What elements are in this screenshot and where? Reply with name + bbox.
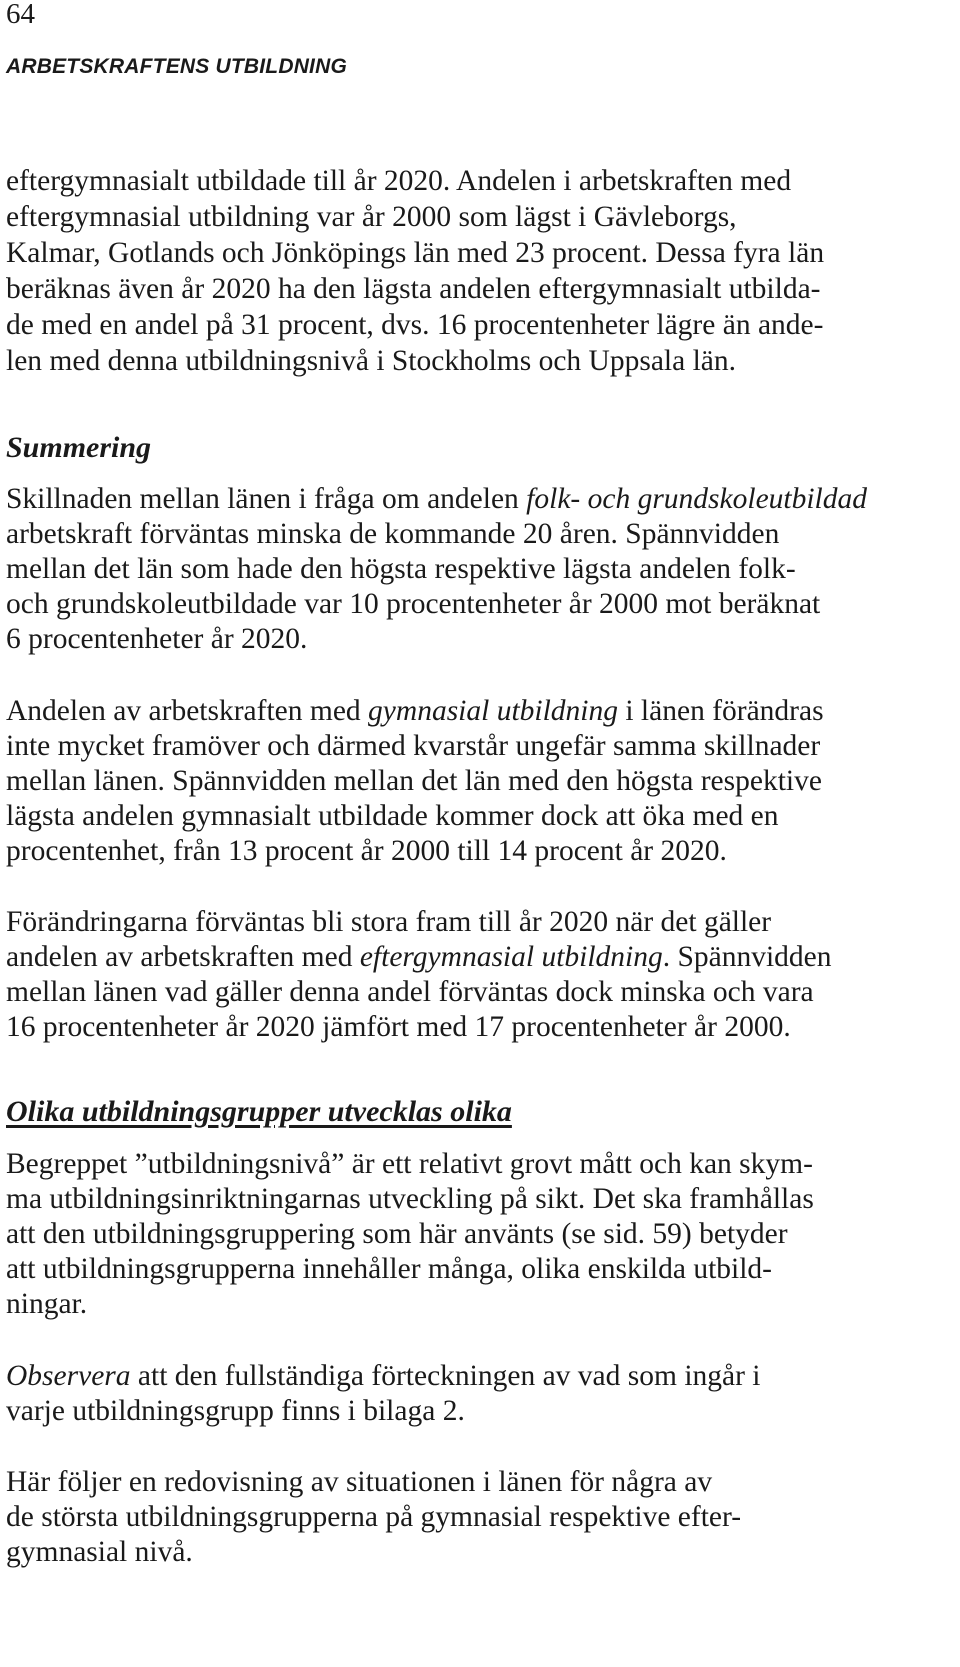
text-line: Observera att den fullständiga förteckningen av vad som ingår i [6,1360,761,1392]
section-heading-summering: Summering [6,431,152,464]
text-line: de med en andel på 31 procent, dvs. 16 procentenheter lägre än ande- [6,309,824,341]
text-line: Andelen av arbetskraften med gymnasial utbildning i länen förändras [6,695,824,727]
text-line: andelen av arbetskraften med eftergymnasial utbildning. Spännvidden [6,941,832,973]
text-line: ningar. [6,1288,88,1320]
emphasis: eftergymnasial utbildning [359,941,663,973]
text-line: 16 procentenheter år 2020 jämfört med 17 procentenheter år 2000. [6,1011,791,1043]
text-line: arbetskraft förväntas minska de kommande 20 åren. Spännvidden [6,518,780,550]
text-line: lägsta andelen gymnasialt utbildade kommer dock att öka med en [6,800,779,832]
text-line: eftergymnasial utbildning var år 2000 som lägst i Gävleborgs, [6,201,737,233]
text-line: gymnasial nivå. [6,1536,193,1568]
emphasis: folk- och grundskoleutbildad [526,483,868,515]
text-line: de största utbildningsgrupperna på gymnasial respektive efter- [6,1501,742,1533]
text-line: 6 procentenheter år 2020. [6,623,308,655]
text-line: Begreppet ”utbildningsnivå” är ett relativt grovt mått och kan skym- [6,1148,813,1180]
text-line: varje utbildningsgrupp finns i bilaga 2. [6,1395,465,1427]
text-line: Här följer en redovisning av situationen i länen för några av [6,1466,713,1498]
text-line: eftergymnasialt utbildade till år 2020. Andelen i arbetskraften med [6,165,792,197]
text-line: mellan länen vad gäller denna andel förväntas dock minska och vara [6,976,814,1008]
text-line: och grundskoleutbildade var 10 procentenheter år 2000 mot beräknat [6,588,821,620]
text-line: inte mycket framöver och därmed kvarstår ungefär samma skillnader [6,730,821,762]
text-line: att den utbildningsgruppering som här använts (se sid. 59) betyder [6,1218,788,1250]
text-line: Skillnaden mellan länen i fråga om andelen folk- och grundskoleutbildad [6,483,868,515]
page-number: 64 [6,0,35,30]
emphasis: Observera [6,1360,131,1392]
text-line: len med denna utbildningsnivå i Stockholms och Uppsala län. [6,345,737,377]
text-line: mellan länen. Spännvidden mellan det län med den högsta respektive [6,765,822,797]
text-line: mellan det län som hade den högsta respektive lägsta andelen folk- [6,553,796,585]
text-line: att utbildningsgrupperna innehåller många, olika enskilda utbild- [6,1253,772,1285]
text-line: ma utbildningsinriktningarnas utveckling på sikt. Det ska framhållas [6,1183,814,1215]
emphasis: gymnasial utbildning [368,695,618,727]
section-heading-olika: Olika utbildningsgrupper utvecklas olika [6,1095,512,1128]
text-line: procentenhet, från 13 procent år 2000 till 14 procent år 2020. [6,835,727,867]
running-head: ARBETSKRAFTENS UTBILDNING [6,55,347,78]
text-line: Förändringarna förväntas bli stora fram till år 2020 när det gäller [6,906,772,938]
text-line: beräknas även år 2020 ha den lägsta andelen eftergymnasialt utbilda- [6,273,821,305]
text-line: Kalmar, Gotlands och Jönköpings län med 23 procent. Dessa fyra län [6,237,825,269]
